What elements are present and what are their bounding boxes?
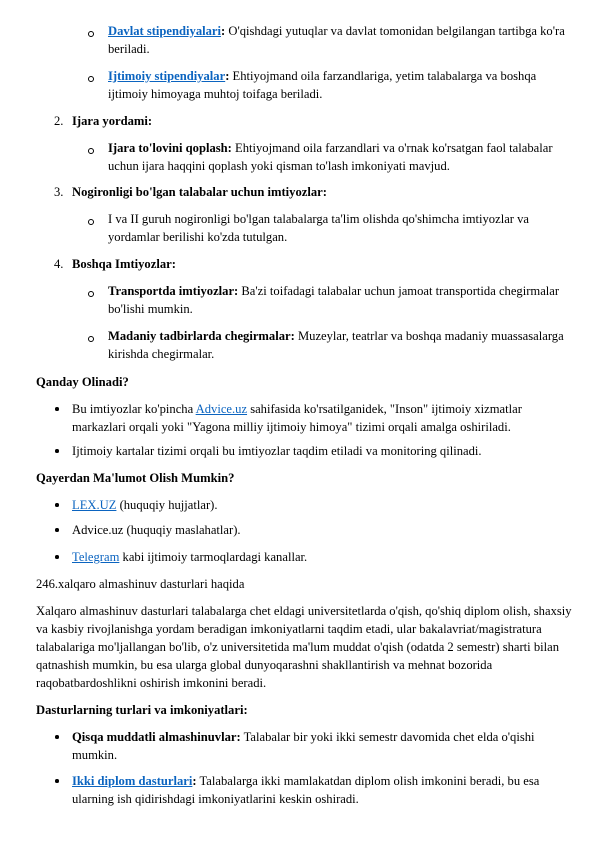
list-item: Ijtimoiy kartalar tizimi orqali bu imtiyozlar taqdim etiladi va monitoring qilinadi. — [72, 444, 482, 458]
circle-bullet-icon — [88, 76, 94, 82]
circle-bullet-icon — [88, 31, 94, 37]
telegram-link[interactable]: Telegram — [72, 550, 120, 564]
bullet-icon — [55, 407, 59, 411]
bullet-icon — [55, 779, 59, 783]
list-item: Transportda imtiyozlar: Ba'zi toifadagi talabalar uchun jamoat transportida chegirmalar bo'lishi mumkin. — [108, 284, 560, 316]
list-item: Qisqa muddatli almashinuvlar: Talabalar bir yoki ikki semestr davomida chet elda o'qishi mumkin. — [72, 730, 535, 762]
list-item: Telegram kabi ijtimoiy tarmoqlardagi kanallar. — [72, 550, 308, 564]
list-item: Advice.uz (huquqiy maslahatlar). — [72, 523, 241, 537]
list-item: Ijtimoiy stipendiyalar: Ehtiyojmand oila farzandlariga, yetim talabalarga va boshqa ijtimoiy himoyaga muhtoj toifaga beriladi. — [108, 69, 537, 101]
circle-bullet-icon — [88, 148, 94, 154]
list-item: Madaniy tadbirlarda chegirmalar: Muzeylar, teatrlar va boshqa madaniy muassasalarga kirishda chegirmalar. — [108, 329, 564, 361]
list-item: Bu imtiyozlar ko'pincha Advice.uz sahifasida ko'rsatilganidek, "Inson" ijtimoiy xizmatlar markazlari orqali yoki "Yagona milliy ijtimoiy himoya" tizimi orqali amalga oshiriladi. — [72, 402, 522, 434]
section-heading: Qanday Olinadi? — [36, 375, 129, 389]
list-number: 3. — [54, 185, 64, 199]
list-item: Davlat stipendiyalari: O'qishdagi yutuqlar va davlat tomonidan belgilangan tartibga ko'ra beriladi. — [108, 24, 565, 56]
circle-bullet-icon — [88, 291, 94, 297]
section-title: 246.xalqaro almashinuv dasturlari haqida — [36, 577, 245, 591]
bullet-icon — [55, 528, 59, 532]
lex-uz-link[interactable]: LEX.UZ — [72, 498, 117, 512]
list-item: LEX.UZ (huquqiy hujjatlar). — [72, 498, 218, 512]
list-item: Ikki diplom dasturlari: Talabalarga ikki mamlakatdan diplom olish imkonini beradi, bu esa ularning ish qidirishdagi imkoniyatlarini keskin oshiradi. — [72, 774, 540, 806]
list-item: I va II guruh nogironligi bo'lgan talabalarga ta'lim olishda qo'shimcha imtiyozlar va yordamlar berilishi ko'zda tutulgan. — [108, 212, 530, 244]
davlat-stipendiyalari-link[interactable]: Davlat stipendiyalari — [108, 24, 221, 38]
section-heading: Qayerdan Ma'lumot Olish Mumkin? — [36, 471, 235, 485]
ijtimoiy-stipendiyalar-link[interactable]: Ijtimoiy stipendiyalar — [108, 69, 226, 83]
list-heading: Boshqa Imtiyozlar: — [72, 257, 176, 271]
list-number: 2. — [54, 114, 64, 128]
bullet-icon — [55, 555, 59, 559]
circle-bullet-icon — [88, 336, 94, 342]
list-item: Ijara to'lovini qoplash: Ehtiyojmand oila farzandlari va o'rnak ko'rsatgan faol talabalar uchun ijara haqqini qoplash yoki qisman to'lash imkoniyati mavjud. — [108, 141, 553, 173]
list-heading: Nogironligi bo'lgan talabalar uchun imtiyozlar: — [72, 185, 327, 199]
bullet-icon — [55, 449, 59, 453]
circle-bullet-icon — [88, 219, 94, 225]
paragraph: Xalqaro almashinuv dasturlari talabalarga chet eldagi universitetlarda o'qish, qo'shiq diplom olish, shaxsiy va kasbiy rivojlanishga yordam beradigan imkoniyatlarni taqdim etadi, ular bakalavriat/magistratura talabalariga mo'ljallangan bo'lib, o'z universitetida ma'lum muddat o'qish (odatda 2 semestr) sharti bilan qatnashish mumkin, bu esa ularga global dunyoqarashni shakllantirish va mehnat bozorida raqobatbardoshlikni oshirish imkonini beradi. — [36, 604, 572, 690]
list-heading: Ijara yordami: — [72, 114, 153, 128]
advice-uz-link[interactable]: Advice.uz — [195, 402, 248, 416]
bullet-icon — [55, 735, 59, 739]
list-number: 4. — [54, 257, 64, 271]
section-heading: Dasturlarning turlari va imkoniyatlari: — [36, 703, 248, 717]
bullet-icon — [55, 503, 59, 507]
ikki-diplom-link[interactable]: Ikki diplom dasturlari — [72, 774, 193, 788]
